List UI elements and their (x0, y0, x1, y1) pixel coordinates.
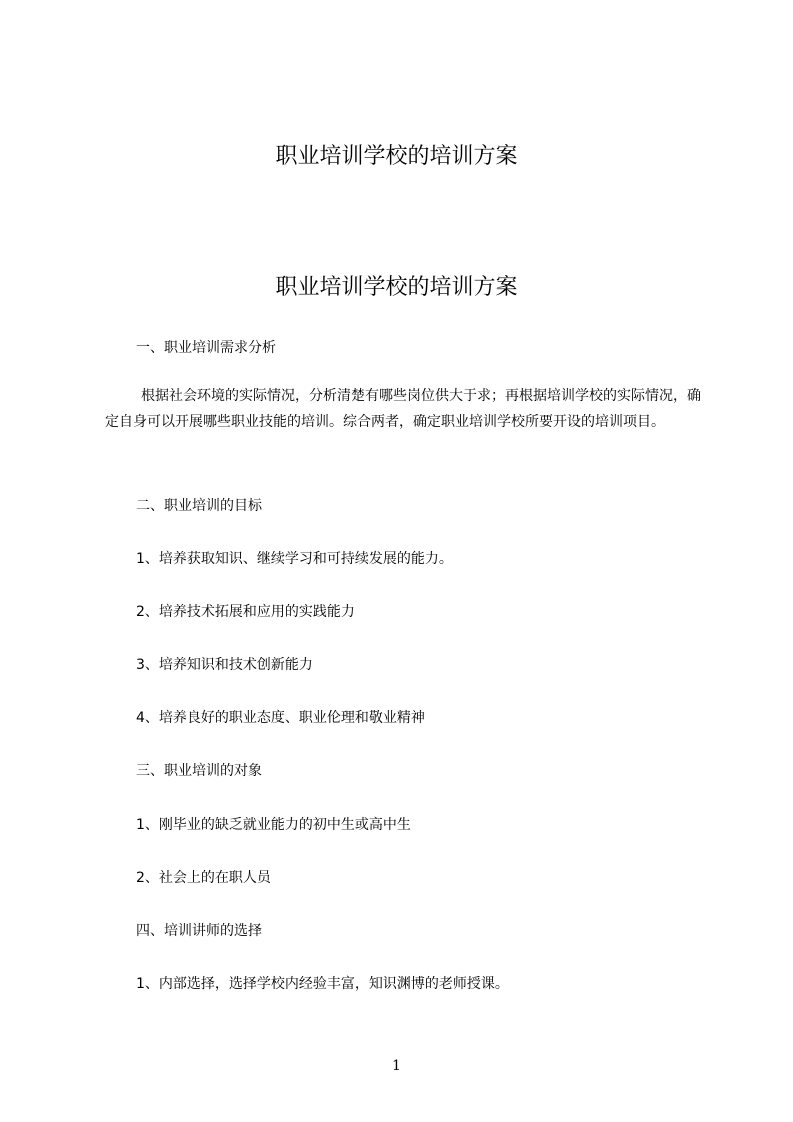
page-number: 1 (392, 1058, 401, 1074)
target-item-2: 2、社会上的在职人员 (136, 870, 271, 886)
goal-item-1: 1、培养获取知识、继续学习和可持续发展的能力。 (136, 551, 453, 567)
target-item-1: 1、刚毕业的缺乏就业能力的初中生或高中生 (136, 817, 411, 833)
goal-item-4: 4、培养良好的职业态度、职业伦理和敬业精神 (136, 710, 425, 726)
section-heading-lecturers: 四、培训讲师的选择 (136, 923, 262, 939)
document-title: 职业培训学校的培训方案 (275, 275, 518, 300)
section-heading-goals: 二、职业培训的目标 (136, 498, 262, 514)
goal-item-3: 3、培养知识和技术创新能力 (136, 657, 313, 673)
goal-item-2: 2、培养技术拓展和应用的实践能力 (136, 604, 355, 620)
needs-analysis-paragraph: 根据社会环境的实际情况，分析清楚有哪些岗位供大于求；再根据培训学校的实际情况，确定自身可以开展哪些职业技能的培训。综合两者，确定职业培训学校所要开设的培训项目。 (105, 388, 701, 430)
cover-title: 职业培训学校的培训方案 (275, 144, 518, 169)
section-heading-targets: 三、职业培训的对象 (136, 763, 262, 779)
lecturer-item-1: 1、内部选择，选择学校内经验丰富，知识渊博的老师授课。 (136, 976, 509, 992)
section-heading-needs-analysis: 一、职业培训需求分析 (136, 340, 276, 356)
